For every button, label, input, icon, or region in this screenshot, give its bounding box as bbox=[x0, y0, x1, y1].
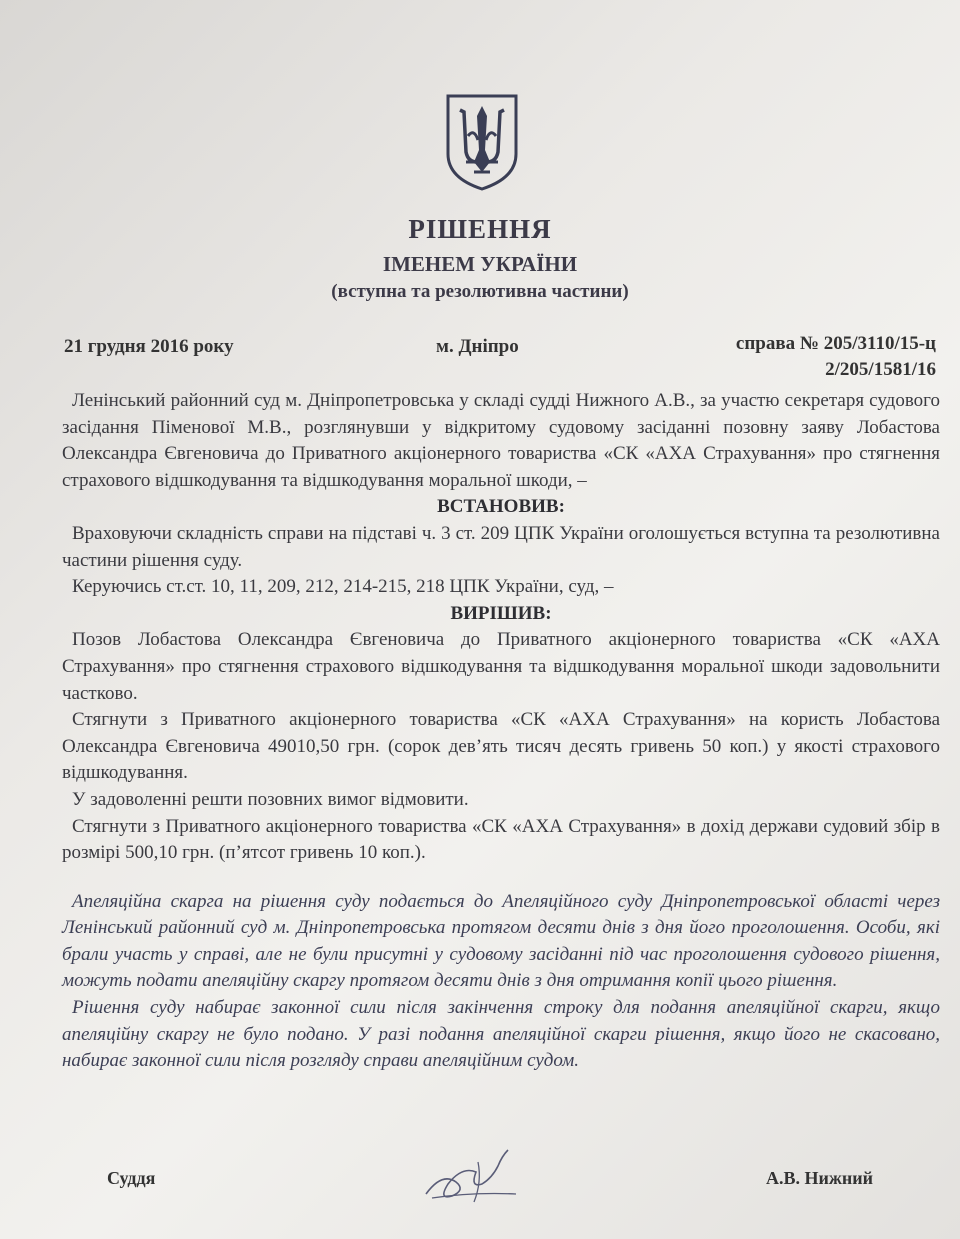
trident-emblem-icon bbox=[444, 92, 520, 192]
established-heading: ВСТАНОВИВ: bbox=[437, 496, 565, 518]
decided-paragraph-3: У задоволенні решти позовних вимог відмовити. bbox=[72, 788, 469, 810]
document-note: (вступна та резолютивна частини) bbox=[331, 281, 629, 302]
decision-body bbox=[62, 388, 940, 1075]
decided-paragraph-2: Стягнути з Приватного акціонерного товариства «СК «АХА Страхування» на користь Лобастова Олександра Євгеновича 49010,50 грн. (сорок дев’ять тисяч десять гривень 50 коп.) у якості страхового відшкодування. bbox=[62, 709, 940, 784]
decided-heading: ВИРІШИВ: bbox=[450, 602, 552, 624]
case-number bbox=[736, 331, 936, 383]
established-paragraph-2: Керуючись ст.ст. 10, 11, 209, 212, 214-215, 218 ЦПК України, суд, – bbox=[72, 576, 614, 598]
handwritten-signature-icon bbox=[412, 1132, 532, 1212]
appeal-paragraph-1: Апеляційна скарга на рішення суду подається до Апеляційного суду Дніпропетровської області через Ленінський районний суд м. Дніпропетровська протягом десяти днів з дня його проголошення. Особи, які брали участь у справі, але не були присутні у судовому засіданні під час проголошення судового рішення, можуть подати апеляційну скаргу протягом десяти днів з дня отримання копії цього рішення. bbox=[62, 890, 940, 992]
decision-date: 21 грудня 2016 року bbox=[64, 336, 234, 357]
judge-name: А.В. Нижний bbox=[766, 1168, 874, 1188]
established-paragraph-1: Враховуючи складність справи на підставі ч. 3 ст. 209 ЦПК України оголошується вступна та резолютивна частини рішення суду. bbox=[62, 522, 940, 571]
judge-label: Суддя bbox=[107, 1168, 156, 1188]
decided-paragraph-4: Стягнути з Приватного акціонерного товариства «СК «АХА Страхування» в дохід держави судовий збір в розмірі 500,10 грн. (п’ятсот гривень 10 коп.). bbox=[62, 815, 940, 864]
case-number-line-1: справа № 205/3110/15-ц bbox=[735, 333, 936, 354]
decided-paragraph-1: Позов Лобастова Олександра Євгеновича до Приватного акціонерного товариства «СК «АХА Страхування» про стягнення страхового відшкодування та відшкодування моральної шкоди задовольнити частково. bbox=[62, 629, 940, 704]
paragraph-gap bbox=[62, 867, 940, 889]
appeal-paragraph-2: Рішення суду набирає законної сили після закінчення строку для подання апеляційної скарги, якщо апеляційну скаргу не було подано. У разі подання апеляційної скарги рішення, якщо його не скасовано, набирає законної сили після розгляду справи апеляційним судом. bbox=[62, 997, 940, 1072]
case-number-line-2: 2/205/1581/16 bbox=[825, 359, 936, 380]
intro-paragraph: Ленінський районний суд м. Дніпропетровська у складі судді Нижного А.В., за участю секретаря судового засідання Піменової М.В., розглянувши у відкритому судовому засіданні позовну заяву Лобастова Олександра Євгеновича до Приватного акціонерного товариства «СК «АХА Страхування» про стягнення страхового відшкодування та відшкодування моральної шкоди, – bbox=[62, 390, 940, 491]
document-subtitle: ІМЕНЕМ УКРАЇНИ bbox=[382, 252, 578, 276]
decision-city: м. Дніпро bbox=[436, 336, 519, 357]
document-title: РІШЕННЯ bbox=[408, 214, 552, 244]
